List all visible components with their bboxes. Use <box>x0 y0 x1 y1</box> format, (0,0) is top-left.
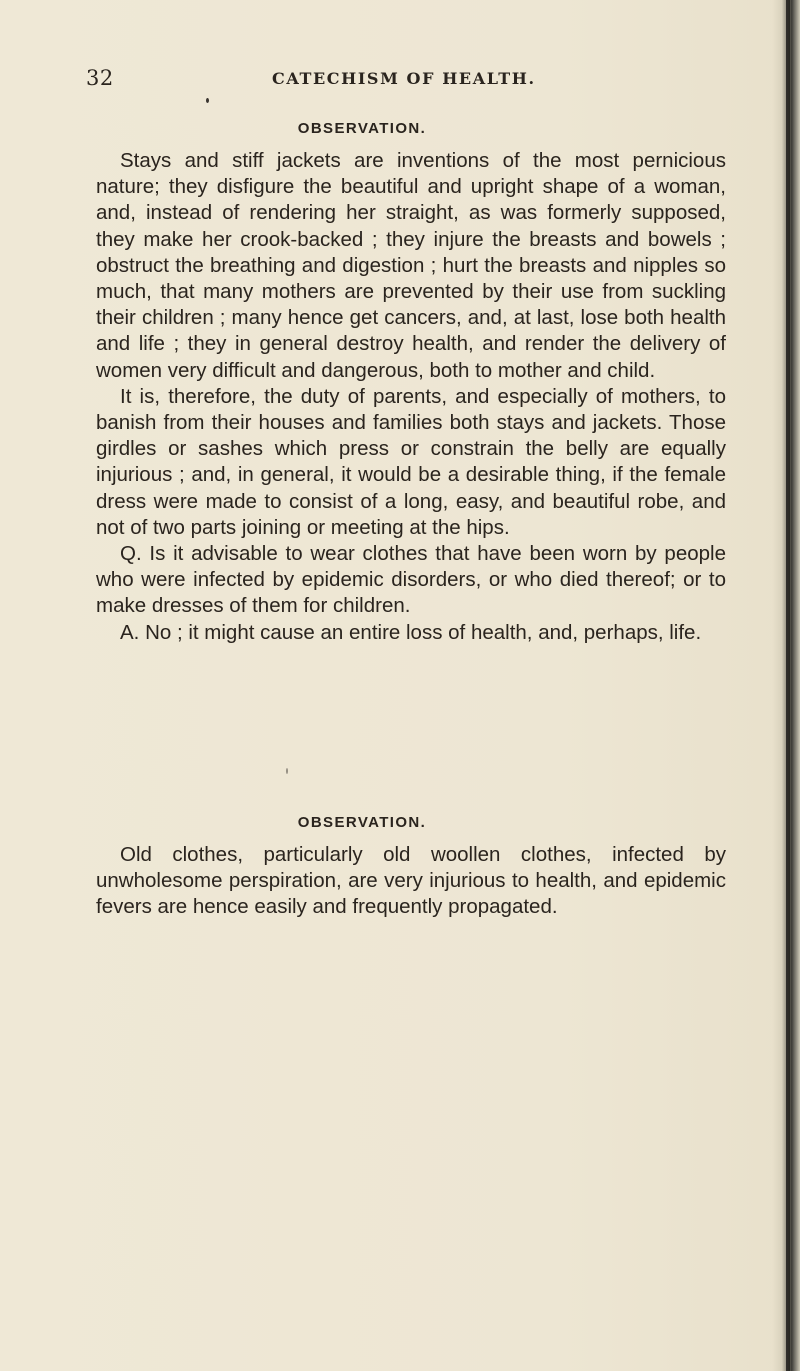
paragraph-question: Q. Is it advisable to wear clothes that have been worn by people who were infected by epidemic disorders, or who died thereof; or to make dresses of them for children. <box>96 542 726 618</box>
section-body-1 <box>96 148 726 646</box>
binding-shadow-line <box>786 0 790 1371</box>
section-body-2 <box>96 842 726 921</box>
print-speck <box>206 98 209 103</box>
section-heading-observation-2: OBSERVATION. <box>297 814 427 831</box>
section-heading-observation-1: OBSERVATION. <box>297 120 427 137</box>
running-head <box>86 66 726 92</box>
print-speck <box>286 768 288 774</box>
paragraph-answer: A. No ; it might cause an entire loss of health, and, perhaps, life. <box>120 620 702 644</box>
paragraph-stays: Stays and stiff jackets are inventions of the most pernicious nature; they disfigure the beautiful and upright shape of a woman, and, instead of rendering her straight, as was formerly supposed, they make her crook-backed ; they injure the breasts and bowels ; obstruct the breathing and digestion ; hurt the breasts and nipples so much, that many mothers are prevented by their use from suckling their children ; many hence get cancers, and, at last, lose both health and life ; they in general destroy health, and render the delivery of women very difficult and dangerous, both to mother and child. <box>96 149 726 382</box>
paragraph-duty-of-parents: It is, therefore, the duty of parents, and especially of mothers, to banish from their houses and families both stays and jackets. Those girdles or sashes which press or constrain the belly are equally injurious ; and, in general, it would be a desirable thing, if the female dress were made to consist of a long, easy, and beautiful robe, and not of two parts joining or meeting at the hips. <box>96 384 726 539</box>
paragraph-old-clothes: Old clothes, particularly old woollen clothes, infected by unwholesome perspiration, are very injurious to health, and epidemic fevers are hence easily and frequently propagated. <box>96 843 726 919</box>
running-title: CATECHISM OF HEALTH. <box>272 69 536 88</box>
page-number: 32 <box>86 66 114 90</box>
